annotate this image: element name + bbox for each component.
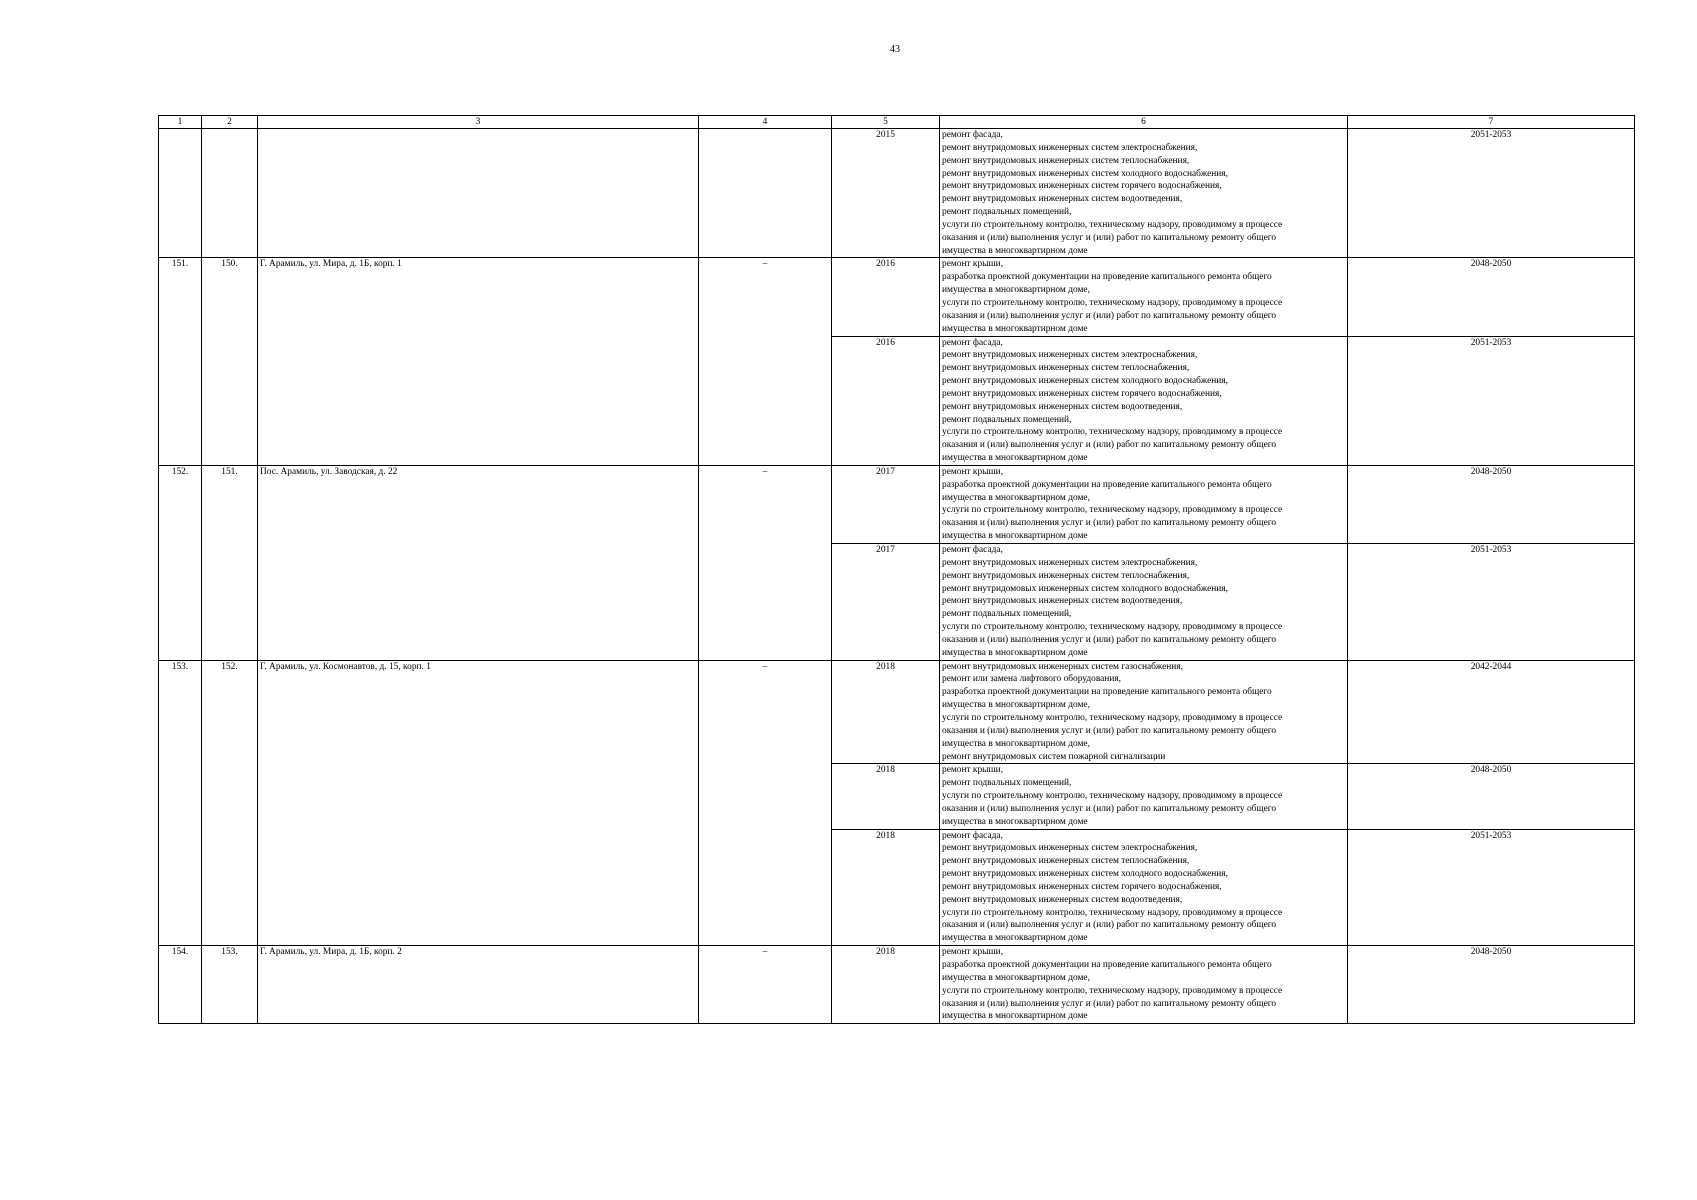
cell-year: 2018: [832, 829, 940, 946]
cell-col4: –: [699, 465, 832, 660]
cell-works: ремонт крыши, ремонт подвальных помещений, услуги по строительному контролю, техническому надзору, проводимому в процессе оказания и (или) выполнения услуг и (или) работ по капитальному ремонту общего имущества в многоквартирном доме: [940, 764, 1348, 829]
cell-year: 2018: [832, 764, 940, 829]
cell-works: ремонт крыши, разработка проектной документации на проведение капитального ремонта общего имущества в многоквартирном доме, услуги по строительному контролю, техническому надзору, проводимому в процессе оказания и (или) выполнения услуг и (или) работ по капитальному ремонту общего имущества в многоквартирном доме: [940, 946, 1348, 1024]
cell-num2: 151.: [202, 465, 258, 660]
cell-period: 2051-2053: [1348, 129, 1635, 258]
table-row: [159, 465, 1635, 543]
column-header-5: 5: [832, 116, 940, 129]
cell-year: 2015: [832, 129, 940, 258]
column-header-7: 7: [1348, 116, 1635, 129]
cell-works: ремонт фасада, ремонт внутридомовых инженерных систем электроснабжения, ремонт внутридомовых инженерных систем теплоснабжения, ремонт внутридомовых инженерных систем холодного водоснабжения, ремонт внутридомовых инженерных систем горячего водоснабжения, ремонт внутридомовых инженерных систем водоотведения, ремонт подвальных помещений, услуги по строительному контролю, техническому надзору, проводимому в процессе оказания и (или) выполнения услуг и (или) работ по капитальному ремонту общего имущества в многоквартирном доме: [940, 129, 1348, 258]
repair-schedule-table: [158, 115, 1635, 1024]
cell-period: 2048-2050: [1348, 946, 1635, 1024]
cell-year: 2018: [832, 946, 940, 1024]
table-row: [159, 946, 1635, 1024]
cell-period: 2048-2050: [1348, 258, 1635, 336]
cell-works: ремонт крыши, разработка проектной документации на проведение капитального ремонта общего имущества в многоквартирном доме, услуги по строительному контролю, техническому надзору, проводимому в процессе оказания и (или) выполнения услуг и (или) работ по капитальному ремонту общего имущества в многоквартирном доме: [940, 465, 1348, 543]
cell-works: ремонт фасада, ремонт внутридомовых инженерных систем электроснабжения, ремонт внутридомовых инженерных систем теплоснабжения, ремонт внутридомовых инженерных систем холодного водоснабжения, ремонт внутридомовых инженерных систем водоотведения, ремонт подвальных помещений, услуги по строительному контролю, техническому надзору, проводимому в процессе оказания и (или) выполнения услуг и (или) работ по капитальному ремонту общего имущества в многоквартирном доме: [940, 544, 1348, 661]
cell-col4: [699, 129, 832, 258]
cell-num2: 150.: [202, 258, 258, 466]
cell-period: 2051-2053: [1348, 829, 1635, 946]
cell-year: 2016: [832, 336, 940, 465]
table-row: [159, 660, 1635, 764]
table-row-continuation: [159, 129, 1635, 258]
cell-num: 153.: [159, 660, 202, 946]
cell-num2: [202, 129, 258, 258]
cell-col4: –: [699, 660, 832, 946]
column-header-6: 6: [940, 116, 1348, 129]
cell-works: ремонт крыши, разработка проектной документации на проведение капитального ремонта общего имущества в многоквартирном доме, услуги по строительному контролю, техническому надзору, проводимому в процессе оказания и (или) выполнения услуг и (или) работ по капитальному ремонту общего имущества в многоквартирном доме: [940, 258, 1348, 336]
cell-col4: –: [699, 946, 832, 1024]
cell-period: 2048-2050: [1348, 764, 1635, 829]
column-header-4: 4: [699, 116, 832, 129]
cell-num: 152.: [159, 465, 202, 660]
cell-address: Г. Арамиль, ул. Мира, д. 1Б, корп. 2: [258, 946, 699, 1024]
cell-year: 2017: [832, 544, 940, 661]
cell-works: ремонт внутридомовых инженерных систем газоснабжения, ремонт или замена лифтового оборудования, разработка проектной документации на проведение капитального ремонта общего имущества в многоквартирном доме, услуги по строительному контролю, техническому надзору, проводимому в процессе оказания и (или) выполнения услуг и (или) работ по капитальному ремонту общего имущества в многоквартирном доме, ремонт внутридомовых систем пожарной сигнализации: [940, 660, 1348, 764]
cell-num: 151.: [159, 258, 202, 466]
cell-address: Г. Арамиль, ул. Мира, д. 1Б, корп. 1: [258, 258, 699, 466]
cell-num2: 153.: [202, 946, 258, 1024]
cell-num: 154.: [159, 946, 202, 1024]
cell-period: 2048-2050: [1348, 465, 1635, 543]
cell-address: [258, 129, 699, 258]
cell-works: ремонт фасада, ремонт внутридомовых инженерных систем электроснабжения, ремонт внутридомовых инженерных систем теплоснабжения, ремонт внутридомовых инженерных систем холодного водоснабжения, ремонт внутридомовых инженерных систем горячего водоснабжения, ремонт внутридомовых инженерных систем водоотведения, услуги по строительному контролю, техническому надзору, проводимому в процессе оказания и (или) выполнения услуг и (или) работ по капитальному ремонту общего имущества в многоквартирном доме: [940, 829, 1348, 946]
cell-period: 2051-2053: [1348, 544, 1635, 661]
cell-address: Пос. Арамиль, ул. Заводская, д. 22: [258, 465, 699, 660]
cell-year: 2017: [832, 465, 940, 543]
cell-year: 2018: [832, 660, 940, 764]
cell-address: Г. Арамиль, ул. Космонавтов, д. 15, корп. 1: [258, 660, 699, 946]
cell-col4: –: [699, 258, 832, 466]
cell-year: 2016: [832, 258, 940, 336]
cell-works: ремонт фасада, ремонт внутридомовых инженерных систем электроснабжения, ремонт внутридомовых инженерных систем теплоснабжения, ремонт внутридомовых инженерных систем холодного водоснабжения, ремонт внутридомовых инженерных систем горячего водоснабжения, ремонт внутридомовых инженерных систем водоотведения, ремонт подвальных помещений, услуги по строительному контролю, техническому надзору, проводимому в процессе оказания и (или) выполнения услуг и (или) работ по капитальному ремонту общего имущества в многоквартирном доме: [940, 336, 1348, 465]
header-row: [159, 116, 1635, 129]
cell-num: [159, 129, 202, 258]
table-row: [159, 258, 1635, 336]
cell-num2: 152.: [202, 660, 258, 946]
cell-period: 2042-2044: [1348, 660, 1635, 764]
page-number: 43: [890, 44, 900, 55]
cell-period: 2051-2053: [1348, 336, 1635, 465]
column-header-3: 3: [258, 116, 699, 129]
column-header-1: 1: [159, 116, 202, 129]
column-header-2: 2: [202, 116, 258, 129]
